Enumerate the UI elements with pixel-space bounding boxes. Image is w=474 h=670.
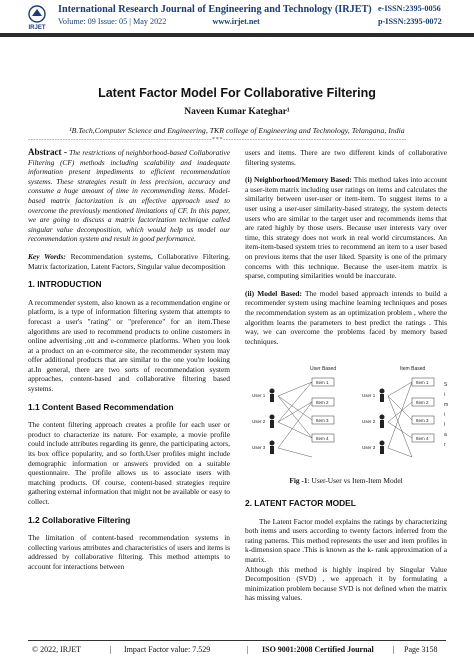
section-2-text: The Latent Factor model explains the ratings by characterizing both items and users according to twenty factors inferred from the rating patterns. This method represents the user and item profiles in k-dimension space .This is known as the k- rank approximation of a matrix. [245,516,447,564]
user-label: User 2 [252,419,266,424]
neighborhood-label: (i) Neighborhood/Memory Based: [245,175,352,185]
neighborhood-text: This method takes into account a user-item matrix including user ratings on items and calculates the similarity between user-user or item-item. To suggest items to a user using a user-user similarity-based strategy, the system detects users who are similar to the target user and recommends items that are rated highly by those users. Because user interests vary over time, this strategy does not work in real world circumstances. An item-item-based system tries to recommend an item to a user based on previous items that the user liked. Sparsity is one of the primary concerns with this technique. Because the user-item matrix is sparse, computing similarities would be inaccurate. [245,175,447,281]
footer-iso: ISO 9001:2008 Certified Journal [262,645,374,654]
user-label: User 1 [362,393,376,398]
right-column [245,148,447,346]
website: www.irjet.net [212,17,260,26]
user-figure [362,415,385,429]
item-based-title: Item Based [400,366,426,372]
volume-info [58,17,260,26]
separator: ---------------------------------------------------------------------***--------------------------------------------------------------------- [28,136,407,143]
section-1-1-heading: 1.1 Content Based Recommendation [28,401,174,412]
section-1-1-text: The content filtering approach creates a profile for each user or product to characterize its nature. For example, a movie profile could include attributes regarding its genre, the participating actors, its box office popularity, and so forth.User profiles might include demographic information or answers provided on a suitable questionnaire. The profile allows us to associate users with matching products. Of course, content-based strategies require gathering external information that might not be available or easy to collect. [28,420,230,506]
model-based-text: The model based approach intends to build a recommender system using machine learning techniques and poses the recommendation system as an optimization problem , where the algorithm learns the parameters to best predict the ratings . This way, we can overcome the problems faced by memory based techniques. [245,288,447,346]
item-label: Item 3 [316,418,329,423]
user-figure [362,389,385,403]
side-letter: i [444,392,446,398]
abstract [28,148,230,244]
user-figure [252,389,275,403]
p-issn: p-ISSN:2395-0072 [378,17,442,26]
intro-text: A recommender system, also known as a recommendation engine or platform, is a type of information filtering system that attempts to forecast a user's "rating" or "preference" for an item.These algorithms are used to recommend products to online customers in online advertising ,ott and e-commerce platforms. When you look at a product on an e-commerce site, the recommender system may offer additional products that are similar to the one you're looking at.In general, there are two sorts of recommendation system approaches, content-based and collaborative filtering based systems. [28,297,230,394]
model-based-label: (ii) Model Based: [245,288,302,298]
abstract-text: The restrictions of neighborhood-based Collaborative Filtering (CF) methods including scalability and inadequate information present impediments to efficient recommendation systems. These strategies result in less precision, accuracy and consume a huge amount of time in recommending items. Model-based matrix factorization is an effective approach used to overcome the previously mentioned limitations of CF. In this paper, we are going to discuss a matrix factorization technique called singular value decomposition, which would help us model our recommendation system and result in good performance. [28,148,230,244]
abstract-label: Abstract - [28,147,68,157]
item-label: Item 2 [416,400,429,405]
section-2-text-2: Although this method is highly inspired by Singular Value Decomposition (SVD) , we approach it by formulating a minimization problem because SVD is not defined when the matrix has missing values. [245,564,447,603]
journal-name: International Research Journal of Engineering and Technology (IRJET) [58,4,372,15]
keywords [28,252,230,271]
side-letter: l [444,422,446,428]
item-label: Item 1 [416,380,429,385]
model-based-paragraph [245,289,447,347]
caption-text: : User-User vs Item-Item Model [307,476,403,485]
section-1-2-heading: 1.2 Collaborative Filtering [28,514,131,525]
item-label: Item 3 [416,418,429,423]
side-letter: i [444,412,446,418]
footer-impact: Impact Factor value: 7.529 [124,645,211,654]
footer-sep: | [110,645,112,654]
side-letter: S [444,382,448,388]
paper-title: Latent Factor Model For Collaborative Filtering [98,86,376,100]
volume-issue: Volume: 09 Issue: 05 | May 2022 [58,17,167,26]
irjet-logo [24,4,50,30]
affiliation: ¹B.Tech,Computer Science and Engineering, TKR college of Engineering and Technology, Telangana, India [69,126,405,135]
user-label: User 3 [252,445,266,450]
figure-1 [250,362,450,468]
section-2-heading: 2. LATENT FACTOR MODEL [245,498,356,508]
item-label: Item 2 [316,400,329,405]
footer-sep: | [393,645,395,654]
keywords-label: Key Words: [28,251,66,261]
footer-sep: | [247,645,249,654]
neighborhood-paragraph [245,175,447,281]
user-figure [362,441,385,455]
header-rule [0,33,474,37]
user-figure [252,415,275,429]
intro-heading: 1. INTRODUCTION [28,279,102,290]
figure-diagram [250,362,450,468]
item-label: Item 4 [316,436,329,441]
user-based-edges [278,382,312,457]
user-label: User 1 [252,393,266,398]
side-letter: r [444,442,446,448]
side-letter: a [444,432,447,438]
item-label: Item 4 [416,436,429,441]
footer-copyright: © 2022, IRJET [32,645,81,654]
user-figure [252,441,275,455]
left-column [28,148,230,572]
caption-label: Fig -1 [289,476,308,485]
side-letter: m [444,402,449,408]
footer-page: Page 3158 [404,645,438,654]
user-based-title: User Based [310,366,337,372]
e-issn: e-ISSN:2395-0056 [378,4,441,13]
intro-continued: users and items. There are two different kinds of collaborative filtering systems. [245,148,447,167]
right-column-lower [245,499,447,603]
figure-caption [245,476,447,486]
item-label: Item 1 [316,380,329,385]
logo-text: IRJET [28,25,46,30]
author: Naveen Kumar Kateghar¹ [184,107,290,117]
keywords-text: Recommendation systems, Collaborative Filtering, Matrix factorization, Latent Factors, Singular value decomposition [28,251,230,271]
user-label: User 2 [362,419,376,424]
item-based-edges [388,382,412,457]
section-1-2-text: The limitation of content-based recommendation systems in collecting various attributes and characteristics of users and items is addressed by collaborative filtering. This method attempts to account for interactions between [28,533,230,571]
user-label: User 3 [362,445,376,450]
footer-rule [28,640,446,641]
